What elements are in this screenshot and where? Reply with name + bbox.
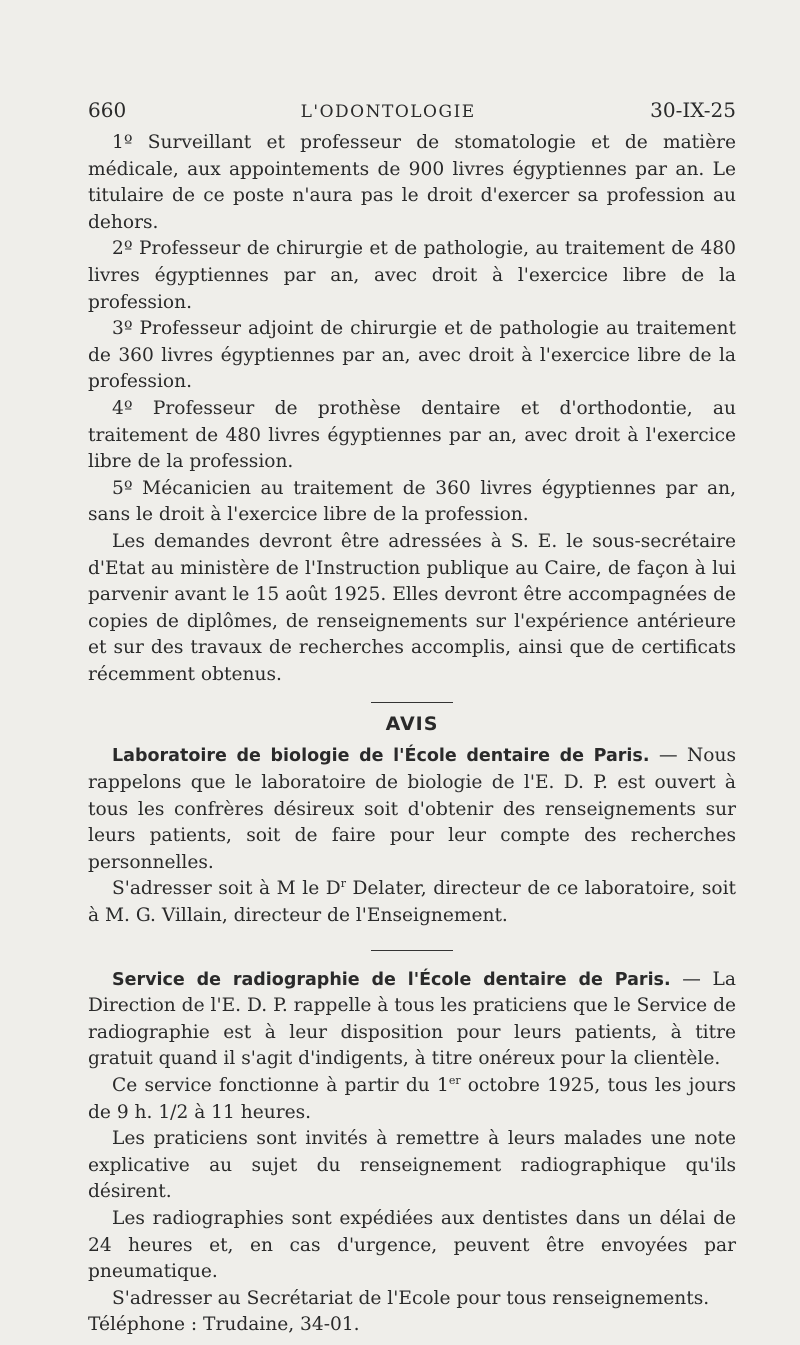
application-instructions: Les demandes devront être adressées à S. E. le sous-secrétaire d'Etat au ministère de l'Instruction publique au Caire, de façon à lui parvenir avant le 15 août 1925. Elles devront être accompagnées de copies de diplômes, de renseignements sur l'expérience antérieure et sur des travaux de recherches accomplis, ainsi que de certificats récemment obtenus. [88,530,736,685]
avis-heading: AVIS [385,713,439,736]
issue-date: 30-IX-25 [650,98,736,122]
section-divider [371,950,453,951]
hours-sup: er [448,1073,461,1087]
running-header [88,98,736,122]
hours-text-a: Ce service fonctionne à partir du 1 [112,1075,449,1096]
laboratoire-lead: Laboratoire de biologie de l'École dentaire de Paris. [112,746,650,767]
laboratoire-text: — Nous rappelons que le laboratoire de biologie de l'E. D. P. est ouvert à tous les confrères désireux soit d'obtenir des renseignements sur leurs patients, soit de faire pour leur compte des recherches personnelles. [88,745,736,873]
radiographie-contact: S'adresser au Secrétariat de l'Ecole pour tous renseignements. [112,1287,710,1309]
radiographie-delivery: Les radiographies sont expédiées aux dentistes dans un délai de 24 heures et, en cas d'urgence, peuvent être envoyées par pneumatique. [88,1207,736,1283]
position-item: 2º Professeur de chirurgie et de pathologie, au traitement de 480 livres égyptiennes par an, avec droit à l'exercice libre de la profession. [88,238,736,313]
position-item: 1º Surveillant et professeur de stomatologie et de matière médicale, aux appointements de 900 livres égyptiennes par an. Le titulaire de ce poste n'aura pas le droit d'exercer sa profession au dehors. [88,132,736,233]
position-item: 4º Professeur de prothèse dentaire et d'orthodontie, au traitement de 480 livres égyptiennes par an, avec droit à l'exercice libre de la profession. [88,397,736,473]
hours-text-b: octobre 1925, tous les jours de 9 h. 1/2 à 11 heures. [88,1075,736,1123]
laboratoire-contact [88,876,736,929]
position-item: 3º Professeur adjoint de chirurgie et de pathologie au traitement de 360 livres égyptiennes par an, avec droit à l'exercice libre de la profession. [88,318,736,393]
contact-text-a: S'adresser soit à M [112,878,296,900]
contact-text-c: Delater, directeur de ce laboratoire, soit à M. G. Villain, directeur de l'Enseignement. [88,878,737,927]
contact-sup: r [340,877,346,891]
radiographie-phone: Téléphone : Trudaine, 34-01. [88,1314,360,1336]
radiographie-hours [88,1073,736,1126]
document-page [88,98,736,1339]
radiographie-text: — La Direction de l'E. D. P. rappelle à tous les praticiens que le Service de radiographie est à leur disposition pour leurs patients, à titre gratuit quand il s'agit d'indigents, à titre onéreux pour la clientèle. [88,968,736,1070]
laboratoire-paragraph [88,743,736,876]
section-divider [371,702,453,703]
position-item: 5º Mécanicien au traitement de 360 livres égyptiennes par an, sans le droit à l'exercice libre de la profession. [88,477,736,526]
radiographie-lead: Service de radiographie de l'École dentaire de Paris. [112,969,671,990]
positions-list [88,130,736,688]
contact-text-b: le D [295,878,341,900]
journal-title: L'ODONTOLOGIE [300,102,476,122]
page-number: 660 [88,98,127,122]
radiographie-note: Les praticiens sont invités à remettre à leurs malades une note explicative au sujet du renseignement radiographique qu'ils désirent. [88,1128,736,1203]
radiographie-paragraph [88,967,736,1073]
